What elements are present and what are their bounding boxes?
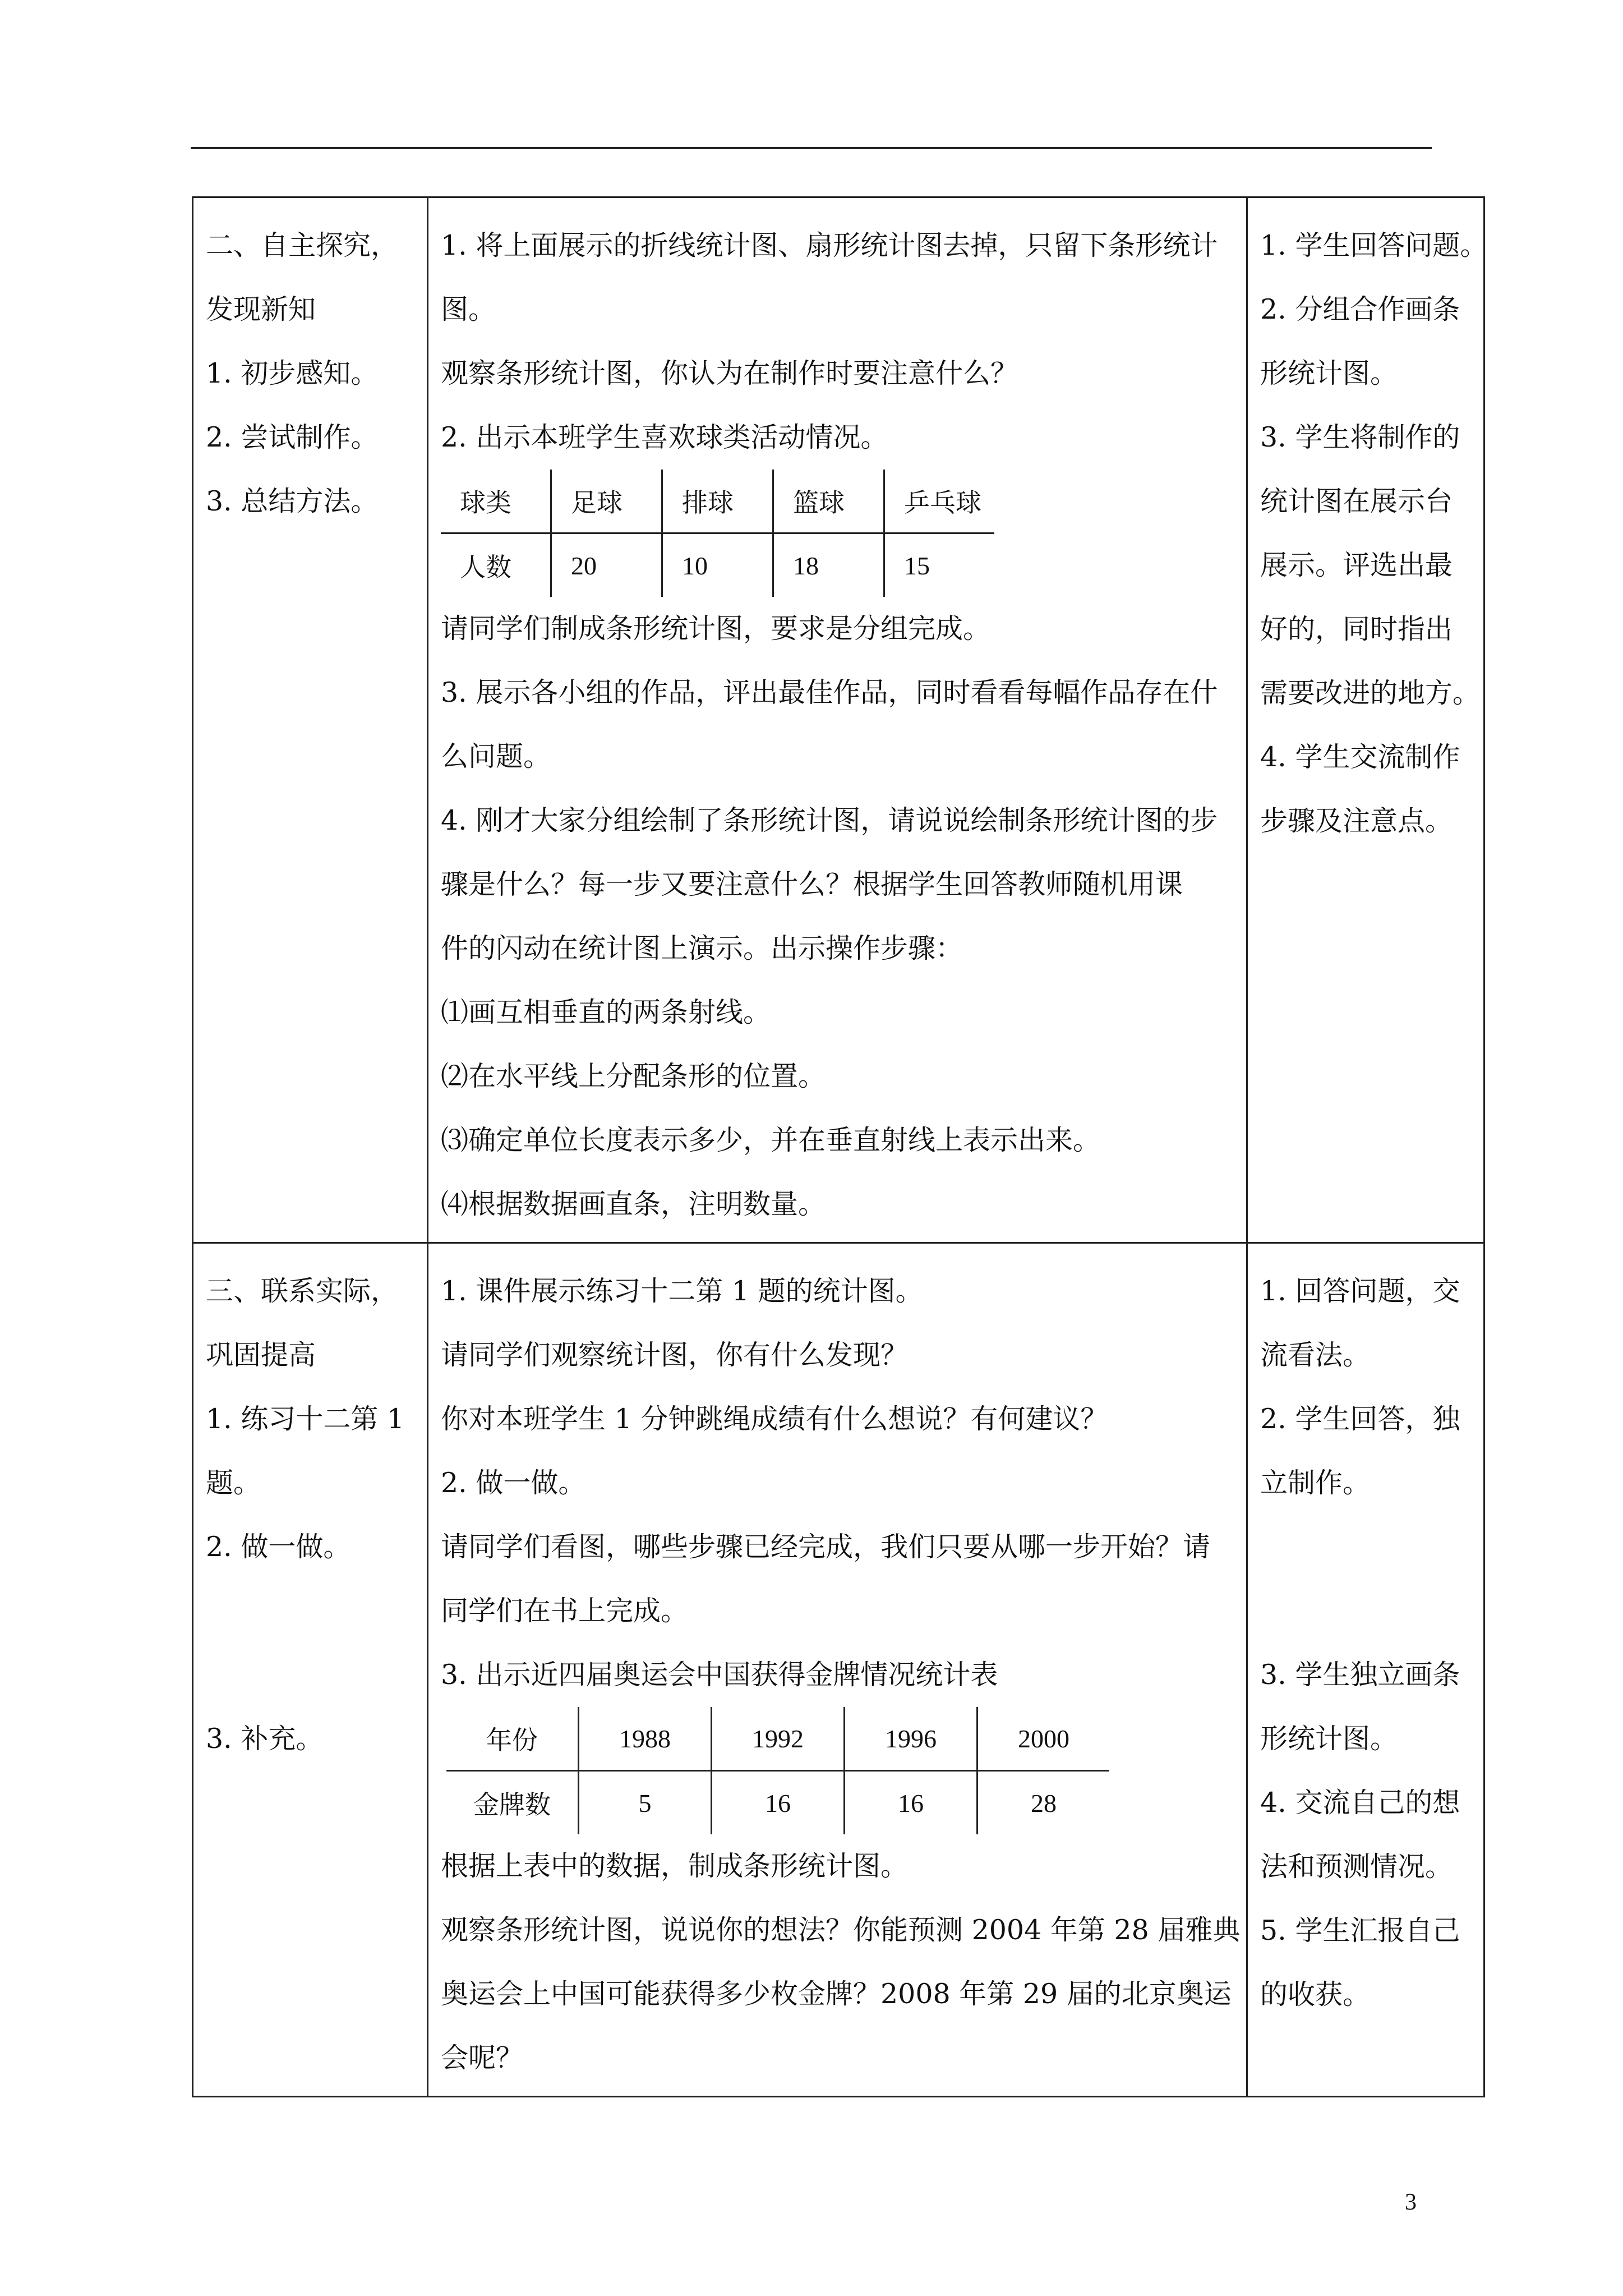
medal-year: 1992 <box>712 1707 845 1771</box>
teacher-line: 2. 出示本班学生喜欢球类活动情况。 <box>441 421 888 453</box>
student-line: 形统计图。 <box>1260 357 1398 389</box>
student-line: 3. 学生将制作的 <box>1260 421 1460 453</box>
section-3-stage-cell <box>193 1243 428 2097</box>
teacher-line: 骤是什么？每一步又要注意什么？根据学生回答教师随机用课 <box>441 868 1183 900</box>
teacher-line: 件的闪动在统计图上演示。出示操作步骤： <box>441 932 963 964</box>
student-line: 好的，同时指出 <box>1260 613 1453 645</box>
sports-value-row <box>441 533 994 597</box>
student-line: 法和预测情况。 <box>1260 1851 1453 1883</box>
sports-value: 20 <box>551 533 662 597</box>
lesson-plan-table <box>192 196 1488 2097</box>
step-line: ⑴画互相垂直的两条射线。 <box>441 996 771 1028</box>
medal-count: 16 <box>712 1771 845 1835</box>
sports-value: 15 <box>904 551 930 580</box>
stage-line: 题。 <box>206 1467 261 1499</box>
teacher-line: 观察条形统计图，说说你的想法？你能预测 2004 年第 28 届雅典 <box>441 1914 1241 1946</box>
student-line: 4. 学生交流制作 <box>1260 741 1460 773</box>
medal-year: 1988 <box>579 1707 712 1771</box>
stage-line: 3. 补充。 <box>206 1723 324 1755</box>
section-3-student-cell <box>1247 1243 1484 2097</box>
teacher-line: 你对本班学生 1 分钟跳绳成绩有什么想说？有何建议？ <box>441 1403 1108 1435</box>
student-line: 需要改进的地方。 <box>1260 677 1481 709</box>
student-line: 流看法。 <box>1260 1339 1371 1371</box>
sports-row-label: 人数 <box>441 533 551 597</box>
student-line: 1. 学生回答问题。 <box>1260 229 1488 261</box>
teacher-line: 1. 将上面展示的折线统计图、扇形统计图去掉，只留下条形统计 <box>441 229 1218 261</box>
stage-line: 二、自主探究， <box>206 229 399 261</box>
student-line: 5. 学生汇报自己 <box>1260 1915 1460 1947</box>
section-2-teacher-cell <box>428 197 1247 1243</box>
teacher-line: 图。 <box>441 293 496 325</box>
sports-row-label: 球类 <box>441 470 551 533</box>
student-line: 形统计图。 <box>1260 1723 1398 1755</box>
sports-value: 18 <box>773 533 884 597</box>
step-line: ⑷根据数据画直条，注明数量。 <box>441 1188 826 1220</box>
student-line: 3. 学生独立画条 <box>1260 1659 1460 1691</box>
sports-category: 乒乓球 <box>884 470 995 533</box>
step-line: ⑵在水平线上分配条形的位置。 <box>441 1060 826 1092</box>
stage-line: 2. 做一做。 <box>206 1531 351 1563</box>
teacher-line: 2. 做一做。 <box>441 1467 586 1499</box>
student-line: 2. 学生回答，独 <box>1260 1403 1460 1435</box>
student-line: 2. 分组合作画条 <box>1260 293 1460 325</box>
page-number: 3 <box>1405 2189 1417 2215</box>
stage-line <box>206 1643 414 1707</box>
student-line: 步骤及注意点。 <box>1260 805 1453 837</box>
medal-value-row <box>446 1771 1109 1835</box>
section-2-stage-cell <box>193 197 428 1243</box>
step-line: ⑶确定单位长度表示多少，并在垂直射线上表示出来。 <box>441 1124 1101 1156</box>
medal-row-label: 金牌数 <box>446 1771 579 1835</box>
student-line: 展示。评选出最 <box>1260 549 1453 581</box>
stage-line: 2. 尝试制作。 <box>206 421 379 453</box>
medal-count: 28 <box>1031 1788 1057 1818</box>
student-line <box>1260 1579 1471 1643</box>
section-2-row <box>193 197 1484 1243</box>
student-line: 立制作。 <box>1260 1467 1371 1499</box>
section-3-row <box>193 1243 1484 2097</box>
medal-header-row <box>446 1707 1109 1771</box>
teacher-line: 同学们在书上完成。 <box>441 1595 689 1627</box>
medal-row-label: 年份 <box>446 1707 579 1771</box>
sports-header-row <box>441 470 994 533</box>
student-line: 统计图在展示台 <box>1260 485 1453 517</box>
student-line <box>1260 1515 1471 1579</box>
stage-line: 巩固提高 <box>206 1339 316 1371</box>
medal-count: 16 <box>845 1771 978 1835</box>
teacher-line: 请同学们看图，哪些步骤已经完成，我们只要从哪一步开始？请 <box>441 1531 1211 1563</box>
student-line: 的收获。 <box>1260 1978 1371 2010</box>
stage-line: 3. 总结方法。 <box>206 485 379 517</box>
medal-year: 2000 <box>978 1707 1110 1771</box>
ball-sports-table <box>441 470 994 597</box>
teacher-line: 会呢？ <box>441 2042 524 2074</box>
stage-line <box>206 1579 414 1643</box>
teacher-line: 请同学们制成条形统计图，要求是分组完成。 <box>441 613 991 645</box>
teacher-line: 3. 展示各小组的作品，评出最佳作品，同时看看每幅作品存在什 <box>441 677 1218 708</box>
teacher-line: 3. 出示近四届奥运会中国获得金牌情况统计表 <box>441 1659 998 1691</box>
student-line: 1. 回答问题，交 <box>1260 1275 1460 1307</box>
section-3-teacher-cell <box>428 1243 1247 2097</box>
teacher-line: 4. 刚才大家分组绘制了条形统计图，请说说绘制条形统计图的步 <box>441 804 1218 836</box>
section-2-student-cell <box>1247 197 1488 1243</box>
olympic-gold-medal-table <box>446 1707 1109 1834</box>
stage-line: 1. 练习十二第 1 <box>206 1403 405 1435</box>
sports-category: 篮球 <box>773 470 884 533</box>
teacher-line: 观察条形统计图，你认为在制作时要注意什么？ <box>441 357 1018 389</box>
teacher-line: 奥运会上中国可能获得多少枚金牌？2008 年第 29 届的北京奥运 <box>441 1978 1232 2010</box>
medal-count: 5 <box>579 1771 712 1835</box>
sports-category: 排球 <box>662 470 773 533</box>
teacher-line: 请同学们观察统计图，你有什么发现？ <box>441 1339 909 1371</box>
medal-year: 1996 <box>845 1707 978 1771</box>
student-line: 4. 交流自己的想 <box>1260 1787 1460 1819</box>
teacher-line: 么问题。 <box>441 740 551 772</box>
teacher-line: 1. 课件展示练习十二第 1 题的统计图。 <box>441 1275 923 1307</box>
stage-line: 发现新知 <box>206 293 316 325</box>
stage-line: 三、联系实际， <box>206 1275 399 1307</box>
teacher-line: 根据上表中的数据，制成条形统计图。 <box>441 1850 909 1882</box>
header-rule <box>191 147 1432 149</box>
stage-line: 1. 初步感知。 <box>206 357 379 389</box>
sports-value: 10 <box>662 533 773 597</box>
sports-category: 足球 <box>551 470 662 533</box>
